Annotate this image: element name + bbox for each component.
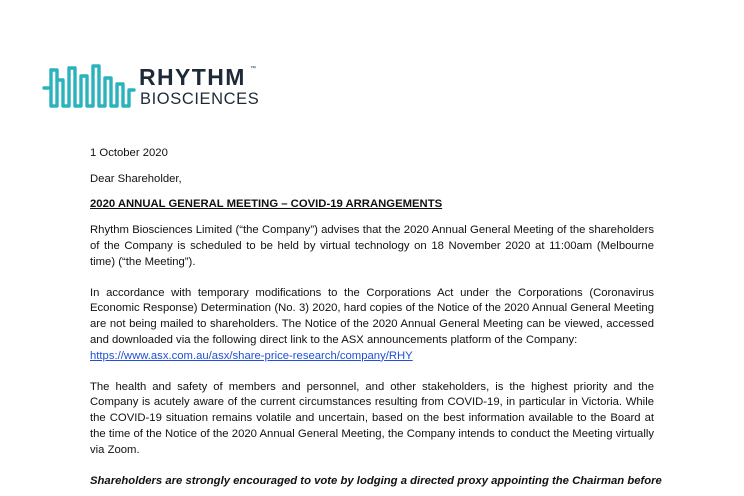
paragraph-proxy-encouragement: Shareholders are strongly encouraged to vote by lodging a directed proxy appointing the Chairman before: [90, 474, 662, 487]
paragraph-notice-access: [90, 286, 654, 365]
paragraph-notice-text: In accordance with temporary modifications to the Corporations Act under the Corporations (Coronavirus Economic Response) Determination (No. 3) 2020, hard copies of the Notice of the 2020 Annual General Meeting are not being mailed to shareholders. The Notice of the 2020 Annual General Meeting can be viewed, accessed and downloaded via the following direct link to the ASX announcements platform of the Company:: [90, 286, 654, 346]
letter-body: [90, 146, 662, 489]
paragraph-meeting-details: Rhythm Biosciences Limited (“the Company”) advises that the 2020 Annual General Meeting of the shareholders of the Company is scheduled to be held by virtual technology on 18 November 2020 at 11:00am (Melbourne time) (“the Meeting”).: [90, 224, 654, 268]
paragraph-health-safety: The health and safety of members and personnel, and other stakeholders, is the highest priority and the Company is acutely aware of the current circumstances resulting from COVID-19, in particular in Victoria. While the COVID-19 situation remains volatile and uncertain, based on the best information available to the Board at the time of the Notice of the 2020 Annual General Meeting, the Company intends to conduct the Meeting virtually via Zoom.: [90, 380, 654, 456]
letter-salutation: Dear Shareholder,: [90, 172, 182, 185]
rhythm-wave-logo-icon: [42, 62, 136, 110]
letter-date: 1 October 2020: [90, 147, 168, 159]
logo-trademark: ™: [250, 66, 256, 72]
logo-wordmark-rhythm: RHYTHM: [139, 64, 246, 90]
company-logo: [42, 62, 262, 112]
logo-wordmark-biosciences: BIOSCIENCES: [140, 90, 260, 108]
letter-heading: 2020 ANNUAL GENERAL MEETING – COVID-19 ARRANGEMENTS: [90, 198, 443, 211]
asx-announcements-link[interactable]: https://www.asx.com.au/asx/share-price-research/company/RHY: [90, 349, 413, 362]
